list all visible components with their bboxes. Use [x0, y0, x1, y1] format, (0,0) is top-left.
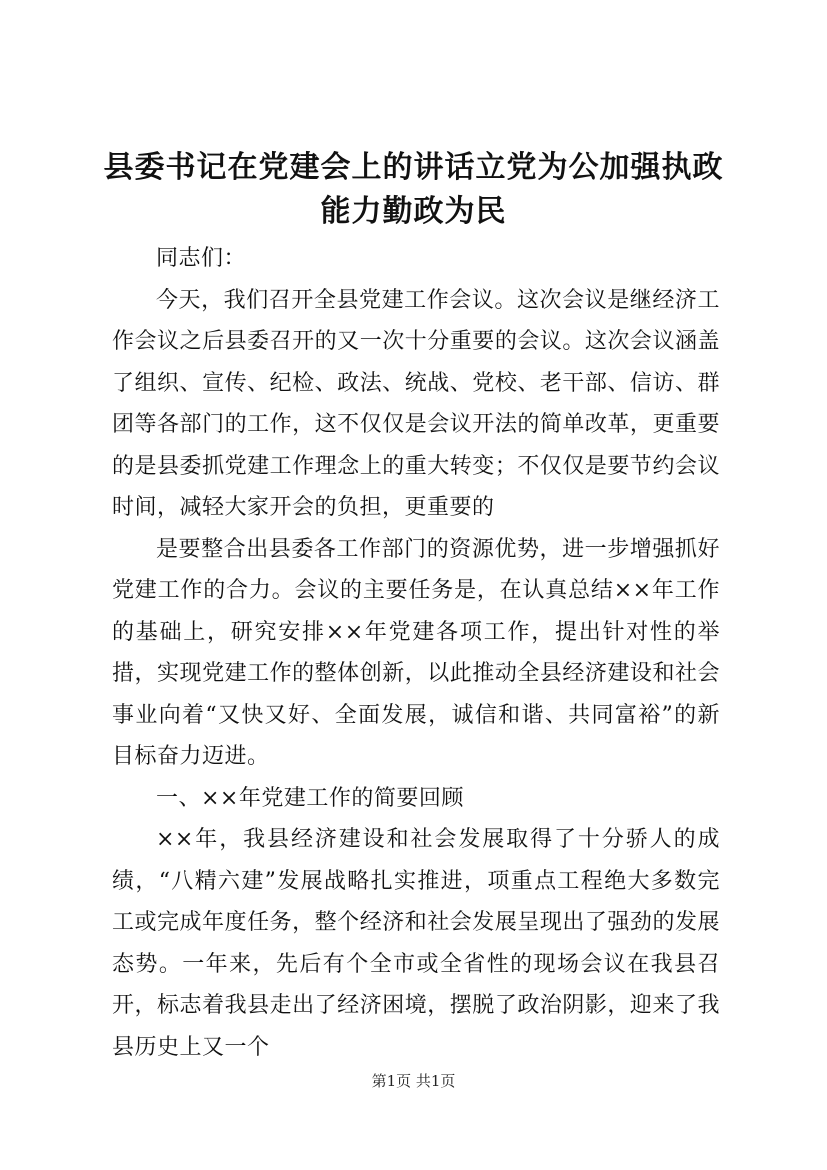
section-heading: 一、××年党建工作的简要回顾 — [156, 785, 464, 811]
paragraph-2: 是要整合出县委各工作部门的资源优势，进一步增强抓好党建工作的合力。会议的主要任务是，在认真总结××年工作的基础上，研究安排××年党建各项工作，提出针对性的举措，实现党建工作的整体创新，以此推动全县经济建设和社会事业向着“又快又好、全面发展，诚信和谐、共同富裕”的新目标奋力迈进。 — [112, 536, 720, 769]
paragraph-1: 今天，我们召开全县党建工作会议。这次会议是继经济工作会议之后县委召开的又一次十分重要的会议。这次会议涵盖了组织、宣传、纪检、政法、统战、党校、老干部、信访、群团等各部门的工作，这不仅仅是会议开法的简单改革，更重要的是县委抓党建工作理念上的重大转变；不仅仅是要节约会议时间，减轻大家开会的负担，更重要的 — [112, 287, 720, 520]
document-title: 县委书记在党建会上的讲话立党为公加强执政能力勤政为民 — [103, 150, 724, 229]
paragraph-3: ××年，我县经济建设和社会发展取得了十分骄人的成绩，“八精六建”发展战略扎实推进，项重点工程绝大多数完工或完成年度任务，整个经济和社会发展呈现出了强劲的发展态势。一年来，先后有个全市或全省性的现场会议在我县召开，标志着我县走出了经济困境，摆脱了政治阴影，迎来了我县历史上又一个 — [112, 827, 720, 1060]
paragraph-greeting: 同志们： — [156, 246, 247, 271]
page-number-footer: 第1页 共1页 — [371, 1072, 456, 1090]
document-body — [112, 238, 720, 1068]
